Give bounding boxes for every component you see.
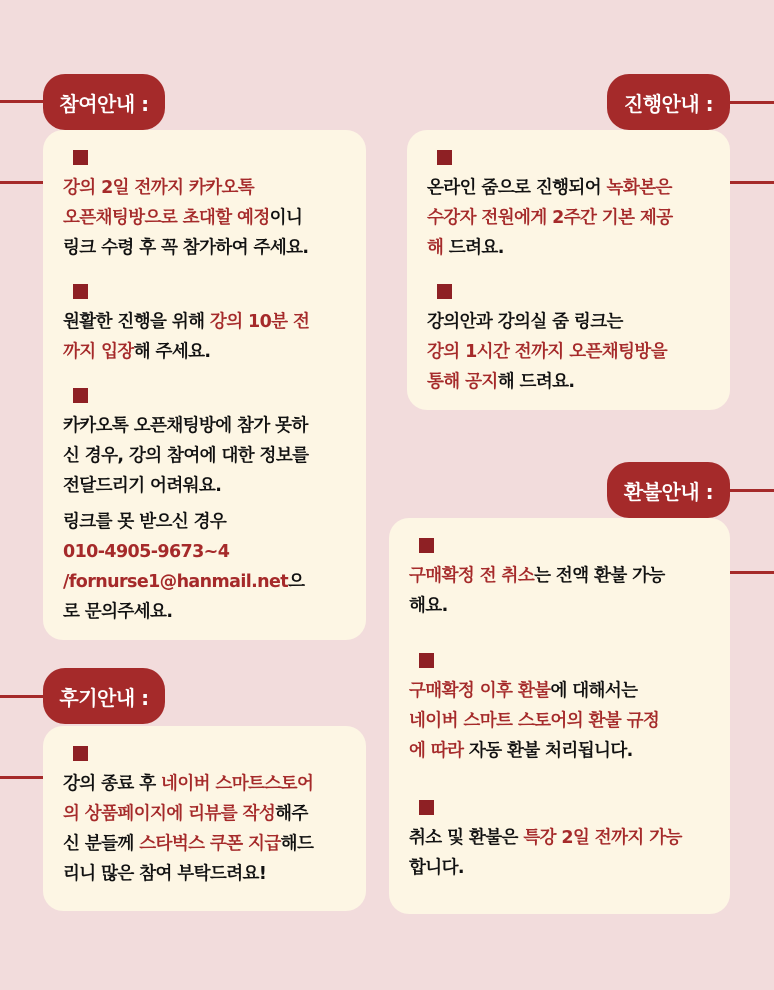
connector-line	[730, 181, 774, 184]
participation-tag	[43, 74, 165, 130]
progress-tag	[607, 74, 730, 130]
progress-title: 진행안내 :	[623, 91, 714, 116]
review-card	[43, 726, 366, 911]
refund-title: 환불안내 :	[623, 479, 714, 504]
participation-item	[63, 150, 356, 263]
progress-card	[407, 130, 730, 410]
refund-item	[409, 653, 720, 766]
square-bullet-icon	[73, 388, 88, 403]
progress-item-text: 온라인 줌으로 진행되어 녹화본은 수강자 전원에게 2주간 기본 제공 해 드려요.	[427, 178, 673, 258]
square-bullet-icon	[73, 746, 88, 761]
connector-line	[728, 489, 774, 492]
square-bullet-icon	[437, 150, 452, 165]
refund-item	[409, 538, 720, 621]
participation-item-text: 원활한 진행을 위해 강의 10분 전 까지 입장해 주세요.	[63, 312, 310, 362]
square-bullet-icon	[437, 284, 452, 299]
square-bullet-icon	[73, 284, 88, 299]
connector-line	[0, 181, 45, 184]
progress-item	[427, 150, 720, 263]
review-item-text: 강의 종료 후 네이버 스마트스토어 의 상품페이지에 리뷰를 작성해주 신 분들께 스타벅스 쿠폰 지급해드 리니 많은 참여 부탁드려요!	[63, 774, 314, 884]
review-title: 후기안내 :	[59, 685, 149, 710]
refund-item-text: 구매확정 전 취소는 전액 환불 가능 해요.	[409, 566, 665, 616]
participation-item-text: 강의 2일 전까지 카카오톡 오픈채팅방으로 초대할 예정이니 링크 수령 후 꼭 참가하여 주세요.	[63, 178, 309, 258]
connector-line	[730, 571, 774, 574]
participation-item-text: 카카오톡 오픈채팅방에 참가 못하 신 경우, 강의 참여에 대한 정보를 전달드리기 어려워요.	[63, 416, 309, 496]
participation-card	[43, 130, 366, 640]
progress-item	[427, 284, 720, 397]
connector-line	[728, 101, 774, 104]
participation-title: 참여안내 :	[59, 91, 149, 116]
refund-card	[389, 518, 730, 914]
square-bullet-icon	[419, 653, 434, 668]
refund-item-text: 취소 및 환불은 특강 2일 전까지 가능 합니다.	[409, 828, 682, 878]
review-tag	[43, 668, 165, 724]
square-bullet-icon	[419, 800, 434, 815]
refund-item-text: 구매확정 이후 환불에 대해서는 네이버 스마트 스토어의 환불 규정 에 따라 자동 환불 처리됩니다.	[409, 681, 660, 761]
review-item	[63, 746, 356, 889]
square-bullet-icon	[419, 538, 434, 553]
refund-tag	[607, 462, 730, 518]
participation-item	[63, 284, 356, 367]
square-bullet-icon	[73, 150, 88, 165]
progress-item-text: 강의안과 강의실 줌 링크는 강의 1시간 전까지 오픈채팅방을 통해 공지해 드려요.	[427, 312, 668, 392]
contact-info-text: 링크를 못 받으신 경우 010-4905-9673~4 /fornurse1@hanmail.net으 로 문의주세요.	[63, 512, 305, 622]
connector-line	[0, 776, 45, 779]
participation-item	[63, 388, 356, 627]
refund-item	[409, 800, 720, 883]
